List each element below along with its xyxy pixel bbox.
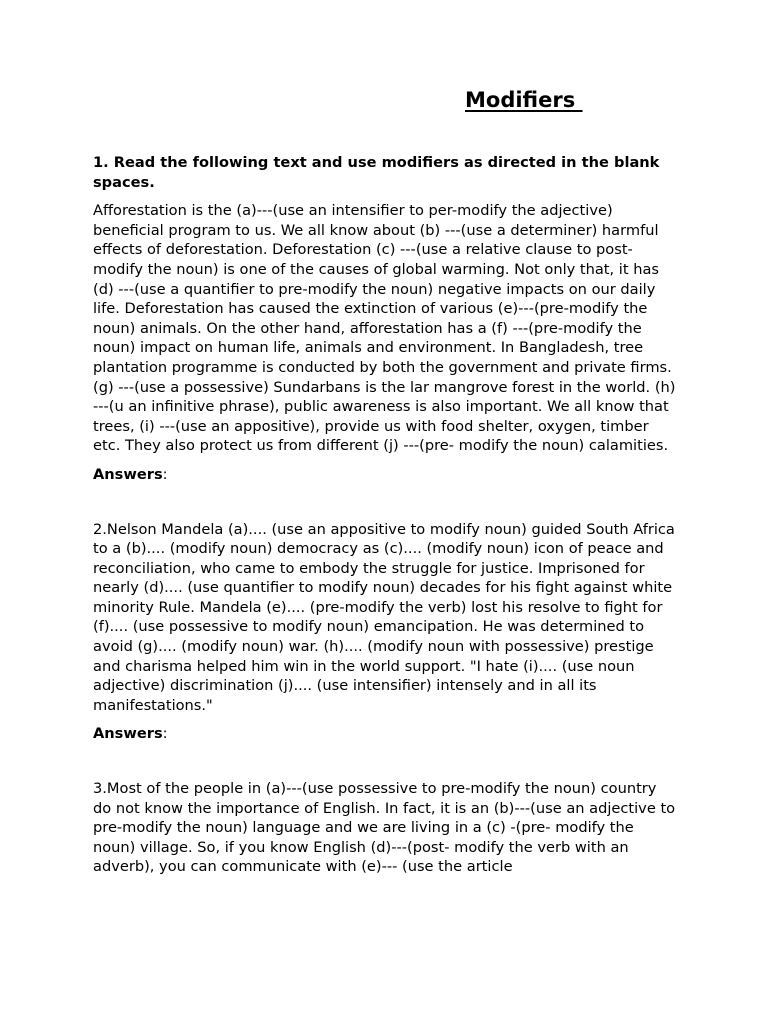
answers-label: Answers bbox=[93, 465, 163, 483]
answers-label: Answers bbox=[93, 725, 163, 743]
exercise-1-heading: 1. Read the following text and use modifiers as directed in the blank spaces. bbox=[93, 154, 660, 191]
answers-colon: : bbox=[162, 725, 168, 743]
exercise-1-text: Afforestation is the (a)---(use an intensifier to per-modify the adjective) beneficial program to us. We all know about (b) ---(use a determiner) harmful effects of deforestation. Deforestation (c) ---(use a relative clause to post-modify the noun) is one of the causes of global warming. Not only that, it has (d) ---(use a quantifier to pre-modify the noun) negative impacts on our daily life. Deforestation has caused the extinction of various (e)---(pre-modify the noun) animals. On the other hand, afforestation has a (f) ---(pre-modify the noun) impact on human life, animals and environment. In Bangladesh, tree plantation programme is conducted by both the government and private firms. (g) ---(use a possessive) Sundarbans is the lar mangrove forest in the world. (h) ---(u an infinitive phrase), public awareness is also important. We all know that trees, (i) ---(use an appositive), provide us with food shelter, oxygen, timber etc. They also protect us from different (j) ---(pre- modify the noun) calamities. bbox=[93, 202, 676, 455]
exercise-2-answers bbox=[93, 724, 678, 744]
exercise-1-answers bbox=[93, 465, 678, 485]
exercise-3-text: 3.Most of the people in (a)---(use possessive to pre-modify the noun) country do not know the importance of English. In fact, it is an (b)---(use an adjective to pre-modify the noun) language and we are living in a (c) -(pre- modify the noun) village. So, if you know English (d)---(post- modify the verb with an adverb), you can communicate with (e)--- (use the article bbox=[93, 780, 676, 876]
document-body bbox=[93, 153, 678, 877]
answers-colon: : bbox=[162, 465, 168, 483]
page-title: Modifiers bbox=[465, 88, 583, 112]
exercise-2-text: 2.Nelson Mandela (a).... (use an appositive to modify noun) guided South Africa to a (b).... (modify noun) democracy as (c).... (modify noun) icon of peace and reconciliation, who came to embody the struggle for justice. Imprisoned for nearly (d).... (use quantifier to modify noun) decades for his fight against white minority Rule. Mandela (e).... (pre-modify the verb) lost his resolve to fight for (f).... (use possessive to modify noun) emancipation. He was determined to avoid (g).... (modify noun) war. (h).... (modify noun with possessive) prestige and charisma helped him win in the world support. "I hate (i).... (use noun adjective) discrimination (j).... (use intensifier) intensely and in all its manifestations." bbox=[93, 520, 675, 714]
